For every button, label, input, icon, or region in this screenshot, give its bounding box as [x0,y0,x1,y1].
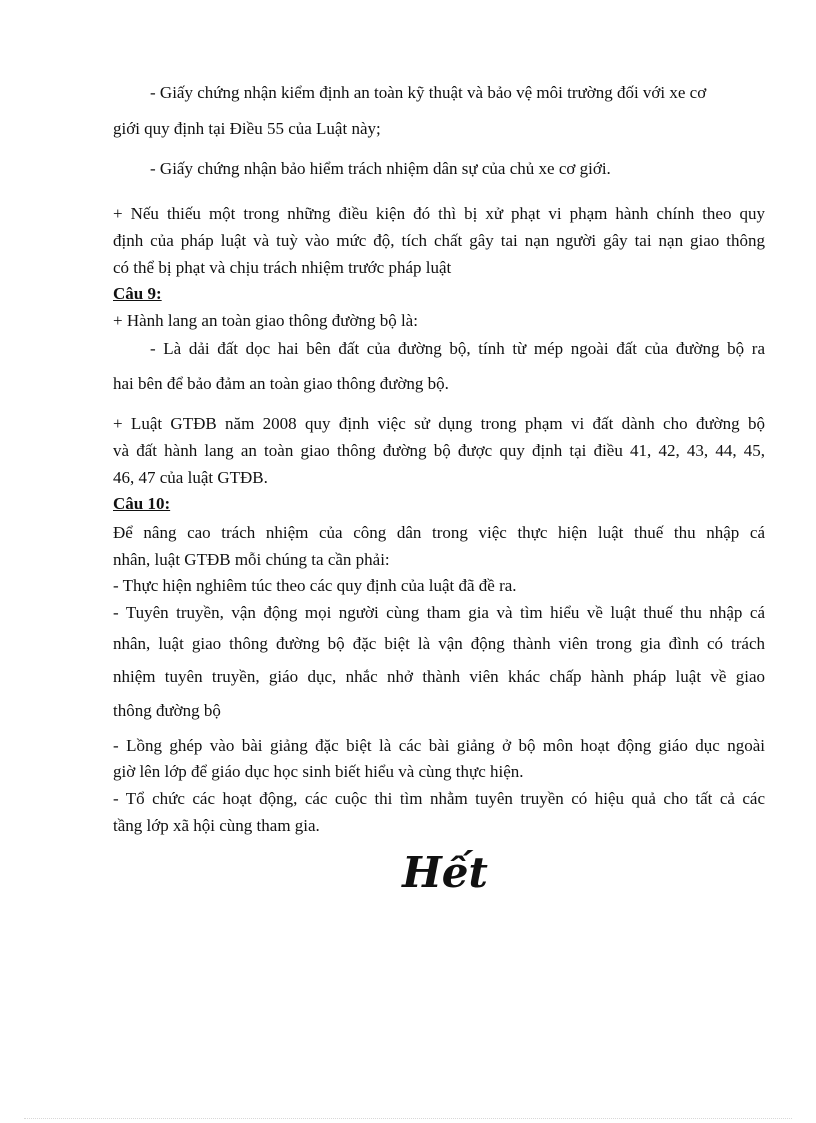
paragraph-line-12: và đất hành lang an toàn giao thông đường bộ được quy định tại điều 41, 42, 43, 44, 45, [113,441,765,460]
paragraph-line-17: - Thực hiện nghiêm túc theo các quy định của luật đã đề ra. [113,576,517,595]
paragraph-line-20: nhiệm tuyên truyền, giáo dục, nhắc nhở thành viên khác chấp hành pháp luật về giao [113,667,765,686]
paragraph-line-25: tầng lớp xã hội cùng tham gia. [113,816,320,835]
paragraph-line-1: - Giấy chứng nhận kiểm định an toàn kỹ thuật và bảo vệ môi trường đối với xe cơ [150,83,707,102]
paragraph-line-5: định của pháp luật và tuỳ vào mức độ, tích chất gây tai nạn người gây tai nạn giao thông [113,231,765,250]
section-heading-cau-10: Câu 10: [113,494,171,513]
paragraph-line-2: giới quy định tại Điều 55 của Luật này; [113,119,381,138]
paragraph-line-3: - Giấy chứng nhận bảo hiểm trách nhiệm dân sự của chủ xe cơ giới. [150,159,611,178]
paragraph-line-11: + Luật GTĐB năm 2008 quy định việc sử dụng trong phạm vi đất dành cho đường bộ [113,414,765,433]
paragraph-line-13: 46, 47 của luật GTĐB. [113,468,268,487]
end-mark-text: Hết [402,848,488,897]
section-heading-cau-9: Câu 9: [113,284,162,303]
paragraph-line-21: thông đường bộ [113,701,221,720]
paragraph-line-10: hai bên để bảo đảm an toàn giao thông đường bộ. [113,374,449,393]
paragraph-line-15: Để nâng cao trách nhiệm của công dân trong việc thực hiện luật thuế thu nhập cá [113,523,765,542]
paragraph-line-4: + Nếu thiếu một trong những điều kiện đó thì bị xử phạt vi phạm hành chính theo quy [113,204,765,223]
end-mark-calligraphy [390,842,500,902]
paragraph-line-19: nhân, luật giao thông đường bộ đặc biệt là vận động thành viên trong gia đình có trách [113,634,765,653]
page-bottom-divider [24,1118,792,1119]
paragraph-line-16: nhân, luật GTĐB mỗi chúng ta cần phải: [113,550,390,569]
paragraph-line-6: có thể bị phạt và chịu trách nhiệm trước pháp luật [113,258,452,277]
paragraph-line-24: - Tổ chức các hoạt động, các cuộc thi tìm nhằm tuyên truyền có hiệu quả cho tất cả các [113,789,765,808]
paragraph-line-22: - Lồng ghép vào bài giảng đặc biệt là các bài giảng ở bộ môn hoạt động giáo dục ngoài [113,736,765,755]
paragraph-line-8: + Hành lang an toàn giao thông đường bộ là: [113,311,418,330]
paragraph-line-23: giờ lên lớp để giáo dục học sinh biết hiểu và cùng thực hiện. [113,762,524,781]
paragraph-line-9: - Là dải đất dọc hai bên đất của đường bộ, tính từ mép ngoài đất của đường bộ ra [150,339,765,358]
paragraph-line-18: - Tuyên truyền, vận động mọi người cùng tham gia và tìm hiểu về luật thuế thu nhập cá [113,603,765,622]
